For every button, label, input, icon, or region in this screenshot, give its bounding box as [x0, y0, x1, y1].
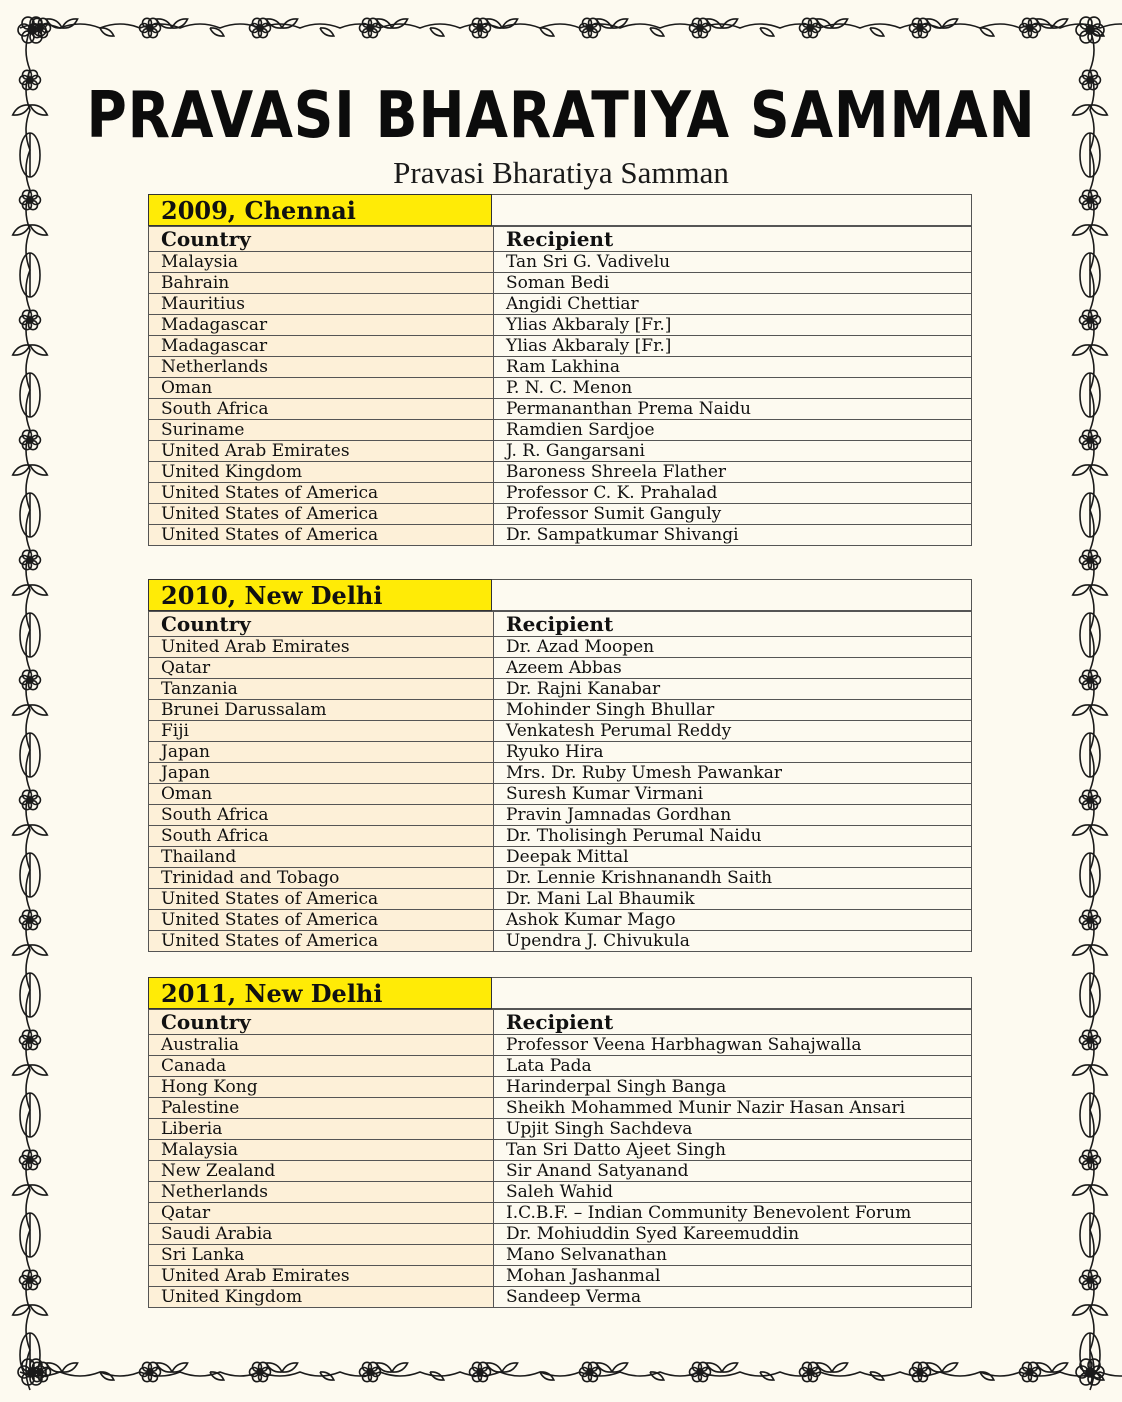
leaf-ornament [1073, 705, 1090, 715]
country-cell: United States of America [149, 931, 494, 952]
flower-center-ornament [27, 797, 33, 803]
table-row [149, 504, 972, 525]
leaf-ornament [1090, 1185, 1107, 1195]
leaf-ornament [392, 1363, 408, 1372]
leaf-ornament [172, 1363, 188, 1372]
country-cell: Australia [149, 1035, 494, 1056]
leaf-ornament [30, 585, 47, 595]
country-cell: Mauritius [149, 294, 494, 315]
table-row [149, 1245, 972, 1266]
table-row [149, 784, 972, 805]
recipient-cell: Azeem Abbas [494, 658, 972, 679]
country-cell: United Kingdom [149, 462, 494, 483]
leaf-ornament [926, 1363, 942, 1372]
leaf-ornament [156, 1363, 172, 1372]
table-row [149, 378, 972, 399]
leaf-ornament [62, 1363, 78, 1372]
recipient-cell: Ylias Akbaraly [Fr.] [494, 336, 972, 357]
recipients-table [148, 611, 972, 952]
flower-center-ornament [1087, 1277, 1093, 1283]
leaf-ornament [30, 1305, 47, 1315]
recipient-cell: Mano Selvanathan [494, 1245, 972, 1266]
flower-center-ornament [477, 25, 483, 31]
table-row [149, 742, 972, 763]
country-cell: Qatar [149, 1203, 494, 1224]
country-cell: Malaysia [149, 1140, 494, 1161]
recipient-cell: Dr. Rajni Kanabar [494, 679, 972, 700]
column-header-recipient: Recipient [494, 612, 972, 637]
leaf-ornament [1090, 1305, 1107, 1315]
table-header-row [149, 1010, 972, 1035]
country-cell: Sri Lanka [149, 1245, 494, 1266]
leaf-ornament [596, 1363, 612, 1372]
leaf-ornament [1090, 465, 1107, 475]
page-subtitle: Pravasi Bharatiya Samman [393, 155, 729, 190]
flower-center-ornament [587, 25, 593, 31]
recipient-cell: P. N. C. Menon [494, 378, 972, 399]
table-row [149, 679, 972, 700]
table-row [149, 294, 972, 315]
leaf-ornament [13, 105, 30, 115]
recipient-cell: Soman Bedi [494, 273, 972, 294]
flower-center-ornament [1087, 77, 1093, 83]
country-cell: Brunei Darussalam [149, 700, 494, 721]
table-row [149, 1140, 972, 1161]
recipient-cell: Ylias Akbaraly [Fr.] [494, 315, 972, 336]
flower-center-ornament [27, 677, 33, 683]
leaf-ornament [13, 1305, 30, 1315]
flower-center-ornament [477, 1369, 483, 1375]
flower-center-ornament [27, 437, 33, 443]
leaf-ornament [13, 465, 30, 475]
leaf-ornament [486, 19, 502, 28]
leaf-ornament [46, 19, 62, 28]
leaf-ornament [30, 105, 47, 115]
country-cell: United Kingdom [149, 1287, 494, 1308]
recipient-cell: Professor C. K. Prahalad [494, 483, 972, 504]
flower-center-ornament [1087, 437, 1093, 443]
header-blank-cell [492, 579, 972, 611]
table-row [149, 1266, 972, 1287]
country-cell: South Africa [149, 826, 494, 847]
table-row [149, 868, 972, 889]
flower-center-ornament [367, 1369, 373, 1375]
table-row [149, 1035, 972, 1056]
country-cell: South Africa [149, 399, 494, 420]
country-cell: Fiji [149, 721, 494, 742]
recipient-cell: Mohinder Singh Bhullar [494, 700, 972, 721]
table-row [149, 420, 972, 441]
leaf-ornament [1090, 105, 1107, 115]
recipient-cell: Mrs. Dr. Ruby Umesh Pawankar [494, 763, 972, 784]
leaf-ornament [30, 345, 47, 355]
recipient-cell: Tan Sri Datto Ajeet Singh [494, 1140, 972, 1161]
table-row [149, 273, 972, 294]
column-header-country: Country [149, 612, 494, 637]
table-header-row [149, 612, 972, 637]
recipient-cell: Sir Anand Satyanand [494, 1161, 972, 1182]
country-cell: Palestine [149, 1098, 494, 1119]
leaf-ornament [100, 28, 114, 36]
table-row [149, 1224, 972, 1245]
recipient-cell: Lata Pada [494, 1056, 972, 1077]
leaf-ornament [1090, 585, 1107, 595]
leaf-ornament [13, 1185, 30, 1195]
country-cell: Netherlands [149, 1182, 494, 1203]
flower-center-ornament [147, 1369, 153, 1375]
leaf-ornament [760, 28, 774, 36]
section-header [148, 194, 972, 226]
recipient-cell: Dr. Mani Lal Bhaumik [494, 889, 972, 910]
country-cell: United Arab Emirates [149, 441, 494, 462]
leaf-ornament [870, 28, 884, 36]
leaf-ornament [816, 1363, 832, 1372]
country-cell: Bahrain [149, 273, 494, 294]
table-row [149, 1182, 972, 1203]
leaf-ornament [706, 1363, 722, 1372]
recipients-table [148, 1009, 972, 1308]
table-row [149, 315, 972, 336]
table-row [149, 357, 972, 378]
leaf-ornament [1073, 225, 1090, 235]
flower-center-ornament [1086, 1368, 1094, 1376]
table-row [149, 763, 972, 784]
column-header-recipient: Recipient [494, 1010, 972, 1035]
table-header-row [149, 227, 972, 252]
leaf-ornament [1090, 705, 1107, 715]
country-cell: Tanzania [149, 679, 494, 700]
country-cell: Qatar [149, 658, 494, 679]
table-row [149, 910, 972, 931]
flower-center-ornament [1087, 557, 1093, 563]
leaf-ornament [1090, 945, 1107, 955]
flower-center-ornament [28, 26, 36, 34]
leaf-ornament [13, 1065, 30, 1075]
leaf-ornament [13, 225, 30, 235]
section-2011 [148, 977, 972, 1308]
recipient-cell: Permananthan Prema Naidu [494, 399, 972, 420]
leaf-ornament [1073, 345, 1090, 355]
leaf-ornament [1036, 1363, 1052, 1372]
leaf-ornament [1090, 1065, 1107, 1075]
country-cell: Japan [149, 763, 494, 784]
flower-center-ornament [1087, 677, 1093, 683]
recipient-cell: Deepak Mittal [494, 847, 972, 868]
section-2009 [148, 194, 972, 546]
recipient-cell: Harinderpal Singh Banga [494, 1077, 972, 1098]
leaf-ornament [1090, 225, 1107, 235]
leaf-ornament [30, 945, 47, 955]
table-row [149, 1203, 972, 1224]
recipient-cell: Pravin Jamnadas Gordhan [494, 805, 972, 826]
flower-center-ornament [1027, 25, 1033, 31]
leaf-ornament [376, 1363, 392, 1372]
page-title: PRAVASI BHARATIYA SAMMAN [86, 79, 1036, 153]
flower-center-ornament [27, 1277, 33, 1283]
leaf-ornament [832, 1363, 848, 1372]
table-row [149, 847, 972, 868]
table-row [149, 889, 972, 910]
leaf-ornament [722, 1363, 738, 1372]
leaf-ornament [13, 345, 30, 355]
flower-center-ornament [917, 1369, 923, 1375]
flower-center-ornament [807, 25, 813, 31]
recipient-cell: Mohan Jashanmal [494, 1266, 972, 1287]
flower-center-ornament [587, 1369, 593, 1375]
leaf-ornament [13, 945, 30, 955]
recipient-cell: J. R. Gangarsani [494, 441, 972, 462]
recipient-cell: Dr. Sampatkumar Shivangi [494, 525, 972, 546]
flower-center-ornament [27, 557, 33, 563]
country-cell: Malaysia [149, 252, 494, 273]
table-row [149, 931, 972, 952]
table-row [149, 826, 972, 847]
leaf-ornament [926, 19, 942, 28]
leaf-ornament [1073, 1185, 1090, 1195]
country-cell: Trinidad and Tobago [149, 868, 494, 889]
table-row [149, 1161, 972, 1182]
table-row [149, 462, 972, 483]
leaf-ornament [1090, 345, 1107, 355]
flower-center-ornament [28, 1368, 36, 1376]
table-row [149, 399, 972, 420]
country-cell: Saudi Arabia [149, 1224, 494, 1245]
flower-center-ornament [1087, 797, 1093, 803]
recipient-cell: Dr. Lennie Krishnanandh Saith [494, 868, 972, 889]
flower-center-ornament [697, 1369, 703, 1375]
recipient-cell: Saleh Wahid [494, 1182, 972, 1203]
leaf-ornament [1073, 465, 1090, 475]
leaf-ornament [13, 585, 30, 595]
country-cell: Thailand [149, 847, 494, 868]
recipient-cell: Venkatesh Perumal Reddy [494, 721, 972, 742]
header-blank-cell [492, 977, 972, 1009]
year-label: 2011, New Delhi [148, 977, 492, 1009]
table-row [149, 483, 972, 504]
flower-center-ornament [27, 1157, 33, 1163]
flower-center-ornament [257, 1369, 263, 1375]
leaf-ornament [706, 19, 722, 28]
country-cell: Liberia [149, 1119, 494, 1140]
recipient-cell: Ashok Kumar Mago [494, 910, 972, 931]
leaf-ornament [1073, 1305, 1090, 1315]
leaf-ornament [486, 1363, 502, 1372]
column-header-recipient: Recipient [494, 227, 972, 252]
flower-center-ornament [1087, 1157, 1093, 1163]
recipient-cell: I.C.B.F. – Indian Community Benevolent Forum [494, 1203, 972, 1224]
leaf-ornament [13, 705, 30, 715]
recipient-cell: Dr. Tholisingh Perumal Naidu [494, 826, 972, 847]
recipient-cell: Suresh Kumar Virmani [494, 784, 972, 805]
flower-center-ornament [917, 25, 923, 31]
column-header-country: Country [149, 227, 494, 252]
flower-center-ornament [27, 77, 33, 83]
country-cell: Oman [149, 378, 494, 399]
table-row [149, 700, 972, 721]
country-cell: Madagascar [149, 336, 494, 357]
flower-center-ornament [257, 25, 263, 31]
table-row [149, 658, 972, 679]
leaf-ornament [30, 705, 47, 715]
flower-center-ornament [697, 25, 703, 31]
recipient-cell: Sandeep Verma [494, 1287, 972, 1308]
table-row [149, 252, 972, 273]
leaf-ornament [30, 825, 47, 835]
leaf-ornament [980, 28, 994, 36]
recipient-cell: Sheikh Mohammed Munir Nazir Hasan Ansari [494, 1098, 972, 1119]
flower-center-ornament [1087, 317, 1093, 323]
flower-center-ornament [807, 1369, 813, 1375]
country-cell: United States of America [149, 910, 494, 931]
leaf-ornament [1073, 585, 1090, 595]
flower-center-ornament [147, 25, 153, 31]
leaf-ornament [540, 28, 554, 36]
country-cell: Netherlands [149, 357, 494, 378]
country-cell: Madagascar [149, 315, 494, 336]
table-row [149, 637, 972, 658]
country-cell: New Zealand [149, 1161, 494, 1182]
flower-center-ornament [27, 197, 33, 203]
flower-center-ornament [1027, 1369, 1033, 1375]
recipient-cell: Dr. Mohiuddin Syed Kareemuddin [494, 1224, 972, 1245]
flower-center-ornament [1087, 1037, 1093, 1043]
recipient-cell: Upjit Singh Sachdeva [494, 1119, 972, 1140]
recipient-cell: Ram Lakhina [494, 357, 972, 378]
recipient-cell: Angidi Chettiar [494, 294, 972, 315]
country-cell: United States of America [149, 525, 494, 546]
flower-center-ornament [27, 1037, 33, 1043]
leaf-ornament [30, 1185, 47, 1195]
table-row [149, 1056, 972, 1077]
flower-center-ornament [1087, 197, 1093, 203]
section-header [148, 579, 972, 611]
country-cell: Japan [149, 742, 494, 763]
table-row [149, 805, 972, 826]
leaf-ornament [1073, 825, 1090, 835]
vine-ornament [20, 24, 1122, 28]
country-cell: United States of America [149, 889, 494, 910]
country-cell: United Arab Emirates [149, 637, 494, 658]
leaf-ornament [30, 465, 47, 475]
country-cell: South Africa [149, 805, 494, 826]
leaf-ornament [46, 1363, 62, 1372]
leaf-ornament [612, 1363, 628, 1372]
country-cell: United States of America [149, 483, 494, 504]
table-row [149, 525, 972, 546]
section-2010 [148, 579, 972, 952]
table-row [149, 1287, 972, 1308]
table-row [149, 721, 972, 742]
leaf-ornament [320, 28, 334, 36]
table-row [149, 1077, 972, 1098]
leaf-ornament [650, 28, 664, 36]
recipient-cell: Baroness Shreela Flather [494, 462, 972, 483]
flower-center-ornament [27, 317, 33, 323]
year-label: 2009, Chennai [148, 194, 492, 226]
leaf-ornament [430, 28, 444, 36]
country-cell: Suriname [149, 420, 494, 441]
leaf-ornament [942, 1363, 958, 1372]
flower-center-ornament [367, 25, 373, 31]
flower-center-ornament [1086, 26, 1094, 34]
recipient-cell: Upendra J. Chivukula [494, 931, 972, 952]
flower-center-ornament [27, 917, 33, 923]
country-cell: United States of America [149, 504, 494, 525]
table-row [149, 441, 972, 462]
recipient-cell: Ryuko Hira [494, 742, 972, 763]
leaf-ornament [1073, 945, 1090, 955]
table-row [149, 336, 972, 357]
section-header [148, 977, 972, 1009]
header-blank-cell [492, 194, 972, 226]
leaf-ornament [30, 225, 47, 235]
column-header-country: Country [149, 1010, 494, 1035]
recipient-cell: Professor Sumit Ganguly [494, 504, 972, 525]
leaf-ornament [1073, 1065, 1090, 1075]
table-row [149, 1098, 972, 1119]
country-cell: Oman [149, 784, 494, 805]
recipient-cell: Ramdien Sardjoe [494, 420, 972, 441]
leaf-ornament [1073, 105, 1090, 115]
leaf-ornament [210, 28, 224, 36]
leaf-ornament [13, 825, 30, 835]
leaf-ornament [266, 19, 282, 28]
country-cell: Canada [149, 1056, 494, 1077]
leaf-ornament [502, 1363, 518, 1372]
country-cell: United Arab Emirates [149, 1266, 494, 1287]
country-cell: Hong Kong [149, 1077, 494, 1098]
vine-ornament [20, 1372, 1122, 1376]
leaf-ornament [30, 1065, 47, 1075]
recipients-table [148, 226, 972, 546]
leaf-ornament [282, 1363, 298, 1372]
flower-center-ornament [1087, 917, 1093, 923]
leaf-ornament [266, 1363, 282, 1372]
recipient-cell: Tan Sri G. Vadivelu [494, 252, 972, 273]
table-row [149, 1119, 972, 1140]
year-label: 2010, New Delhi [148, 579, 492, 611]
recipient-cell: Dr. Azad Moopen [494, 637, 972, 658]
leaf-ornament [1090, 825, 1107, 835]
recipient-cell: Professor Veena Harbhagwan Sahajwalla [494, 1035, 972, 1056]
leaf-ornament [1052, 1363, 1068, 1372]
